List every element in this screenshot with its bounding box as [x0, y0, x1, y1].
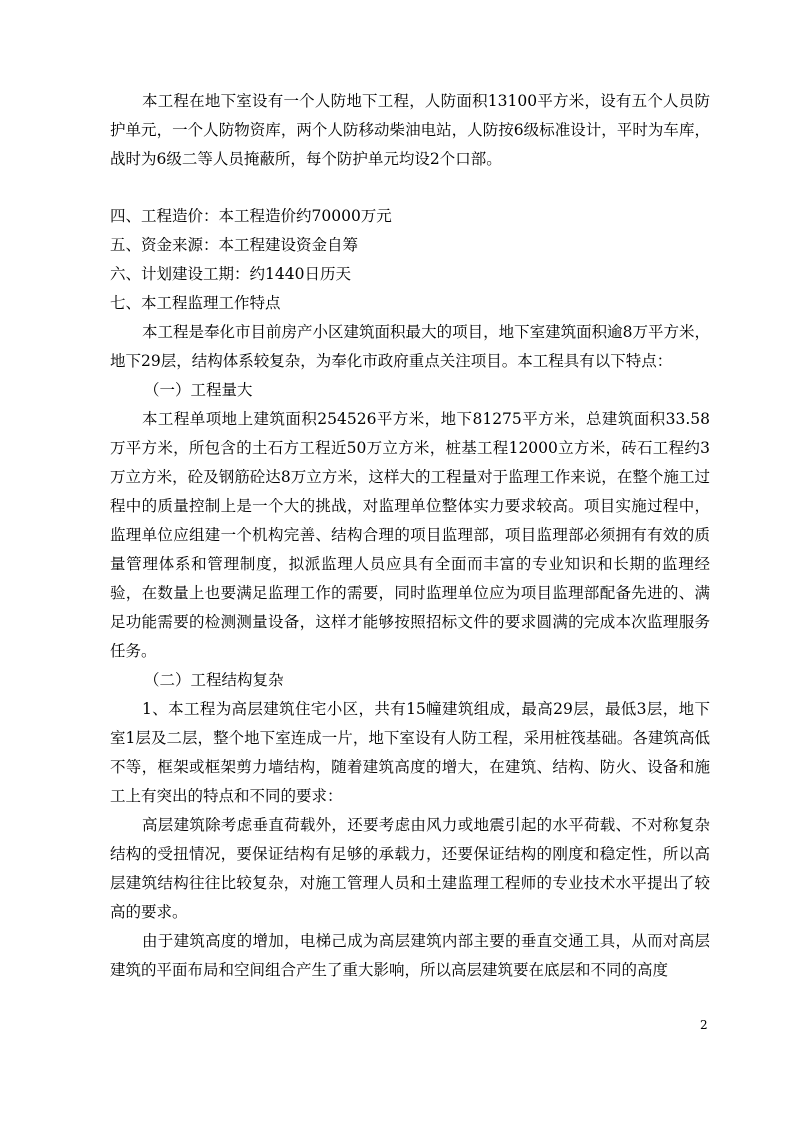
paragraph-civil-defense: 本工程在地下室设有一个人防地下工程，人防面积13100平方米，设有五个人员防护单元，一个人防物资库，两个人防移动柴油电站，人防按6级标准设计，平时为车库，战时为6级二等人员掩蔽所，每个防护单元均设2个口部。 [110, 92, 710, 168]
page-number: 2 [700, 1018, 708, 1032]
heading-supervision-features: 七、本工程监理工作特点 [110, 294, 281, 312]
heading-project-cost: 四、工程造价：本工程造价约70000万元 [110, 207, 392, 225]
subheading-complex-structure: （二）工程结构复杂 [144, 671, 284, 689]
paragraph-structure-loads: 高层建筑除考虑垂直荷载外，还要考虑由风力或地震引起的水平荷载、不对称复杂结构的受扭情况，要保证结构有足够的承载力，还要保证结构的刚度和稳定性，所以高层建筑结构往往比较复杂，对施工管理人员和土建监理工程师的专业技术水平提出了较高的要求。 [110, 816, 710, 921]
paragraph-structure-item-1: 1、本工程为高层建筑住宅小区，共有15幢建筑组成，最高29层，最低3层，地下室1层及二层，整个地下室连成一片，地下室设有人防工程，采用桩筏基础。各建筑高低不等，框架或框架剪力墙结构，随着建筑高度的增大，在建筑、结构、防火、设备和施工上有突出的特点和不同的要求： [110, 700, 710, 805]
subheading-large-workload: （一）工程量大 [144, 381, 253, 399]
heading-funding-source: 五、资金来源：本工程建设资金自筹 [110, 236, 359, 254]
paragraph-workload-detail: 本工程单项地上建筑面积254526平方米，地下81275平方米，总建筑面积33.58万平方米，所包含的土石方工程近50万立方米，桩基工程12000立方米，砖石工程约3万立方米，砼及钢筋砼达8万立方米，这样大的工程量对于监理工作来说，在整个施工过程中的质量控制上是一个大的挑战，对监理单位整体实力要求较高。项目实施过程中，监理单位应组建一个机构完善、结构合理的项目监理部，项目监理部必须拥有有效的质量管理体系和管理制度，拟派监理人员应具有全面而丰富的专业知识和长期的监理经验，在数量上也要满足监理工作的需要，同时监理单位应为项目监理部配备先进的、满足功能需要的检测测量设备，这样才能够按照招标文件的要求圆满的完成本次监理服务任务。 [110, 410, 710, 660]
heading-construction-period: 六、计划建设工期：约1440日历天 [110, 265, 351, 283]
paragraph-features-intro: 本工程是奉化市目前房产小区建筑面积最大的项目，地下室建筑面积逾8万平方米，地下29层，结构体系较复杂，为奉化市政府重点关注项目。本工程具有以下特点： [110, 323, 710, 370]
paragraph-gap [110, 174, 710, 202]
paragraph-elevators: 由于建筑高度的增加，电梯己成为高层建筑内部主要的垂直交通工具，从而对高层建筑的平面布局和空间组合产生了重大影响，所以高层建筑要在底层和不同的高度 [110, 932, 710, 979]
page-body [110, 87, 710, 985]
